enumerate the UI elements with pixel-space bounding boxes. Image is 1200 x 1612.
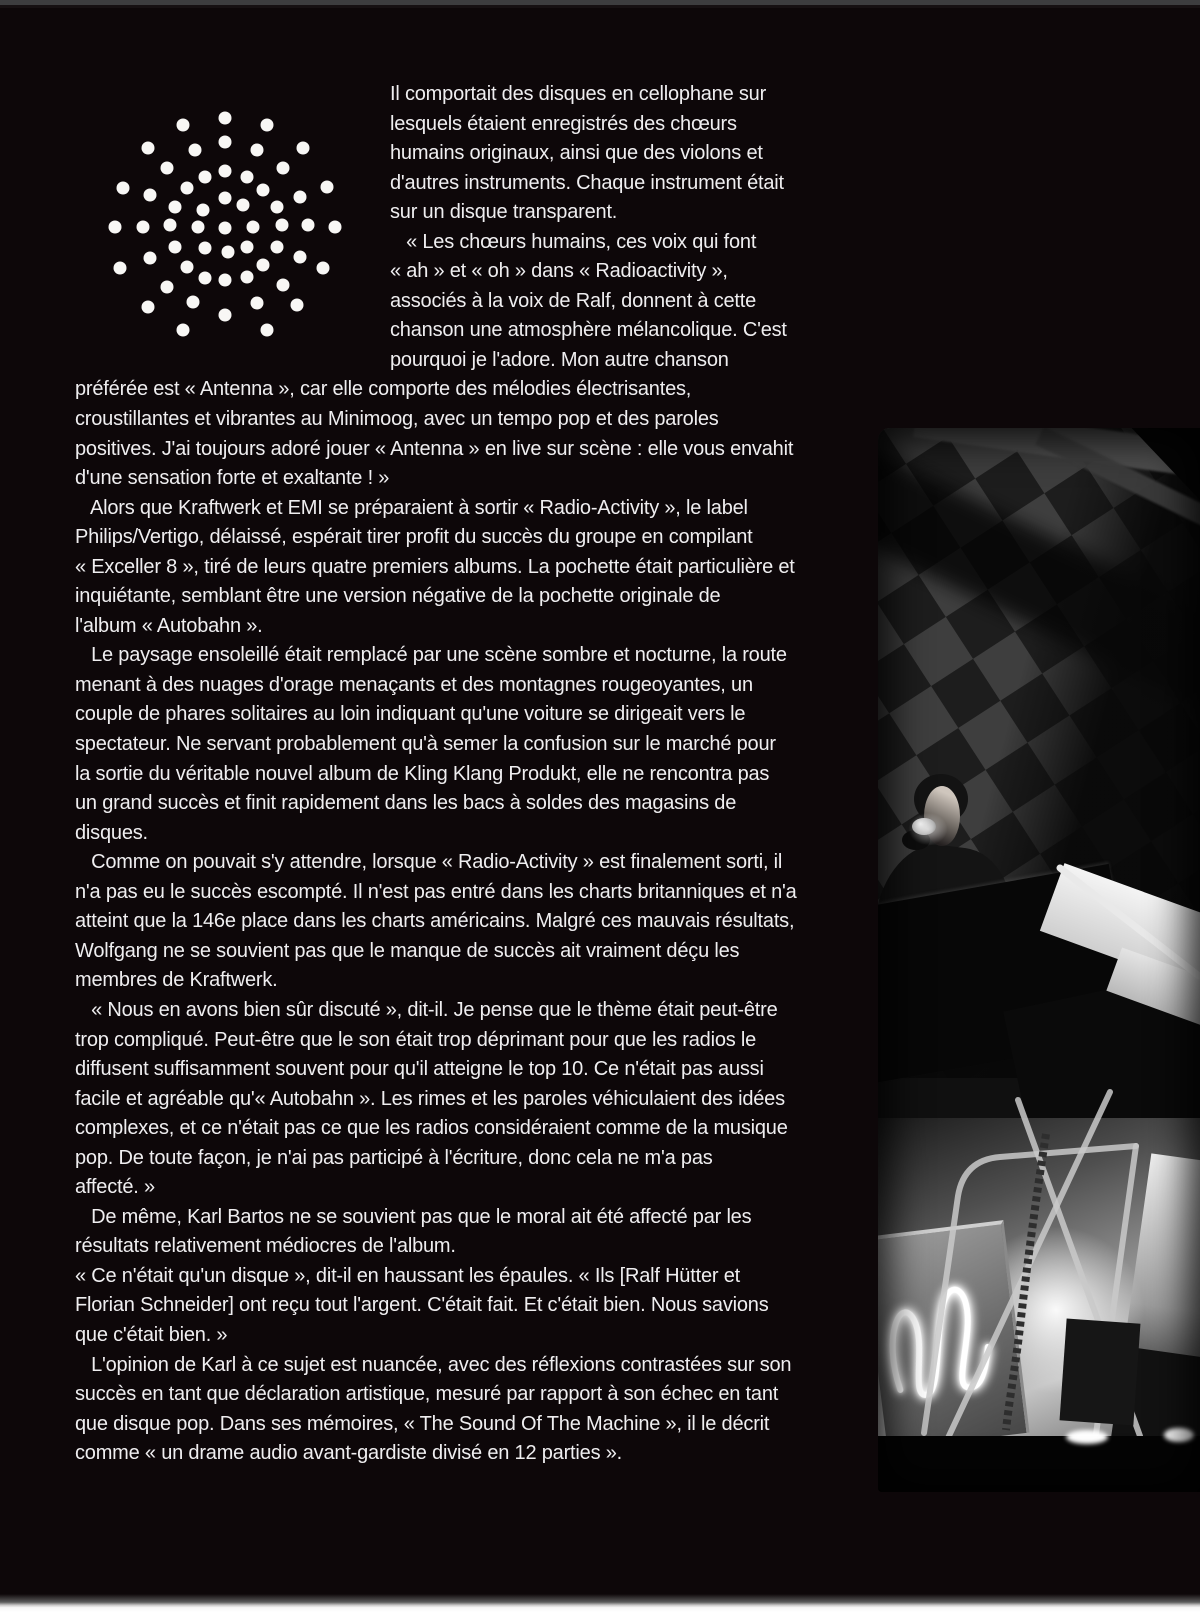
text-line: résultats relativement médiocres de l'album. (75, 1235, 456, 1258)
text-line: pop. De toute façon, je n'ai pas participé à l'écriture, donc cela ne m'a pas (75, 1146, 713, 1169)
equipment-box (1060, 1319, 1141, 1426)
text-line: sur un disque transparent. (390, 201, 618, 224)
text-line: succès en tant que déclaration artistique, mesuré par rapport à son échec en tant (75, 1383, 779, 1406)
text-line: un grand succès et finit rapidement dans les bacs à soldes des magasins de (75, 792, 737, 815)
light-blob (1164, 1428, 1194, 1442)
text-line: positives. J'ai toujours adoré jouer « Antenna » en live sur scène : elle vous envahit (75, 437, 794, 460)
text-line: chanson une atmosphère mélancolique. C'est (390, 319, 787, 342)
chrome-stand-frame (878, 428, 1200, 1492)
article-text (75, 80, 845, 1469)
text-line: n'a pas eu le succès escompté. Il n'est pas entré dans les charts britanniques et n'a (75, 880, 797, 903)
white-beam-edge (1060, 868, 1199, 976)
text-line: croustillantes et vibrantes au Minimoog, avec un tempo pop et des paroles (75, 408, 719, 431)
text-line: membres de Kraftwerk. (75, 969, 278, 992)
text-line: préférée est « Antenna », car elle comporte des mélodies électrisantes, (75, 378, 692, 401)
text-line: l'album « Autobahn ». (75, 614, 263, 637)
text-line: « Exceller 8 », tiré de leurs quatre premiers albums. La pochette était particulière et (75, 555, 795, 578)
text-line: associés à la voix de Ralf, donnent à cette (390, 289, 757, 312)
text-line: « Ce n'était qu'un disque », dit-il en haussant les épaules. « Ils [Ralf Hütter et (75, 1264, 740, 1287)
text-line: De même, Karl Bartos ne se souvient pas que le moral ait été affecté par les (75, 1205, 752, 1228)
coiled-cable (1006, 1134, 1046, 1430)
text-line: diffusent suffisamment souvent pour qu'il atteigne le top 10. Ce n'était pas aussi (75, 1058, 764, 1081)
stage-photo (878, 428, 1200, 1492)
light-blob (1066, 1430, 1108, 1444)
text-line: d'une sensation forte et exaltante ! » (75, 467, 390, 490)
text-line: menant à des nuages d'orage menaçants et des montagnes rougeoyantes, un (75, 673, 753, 696)
text-line: Philips/Vertigo, délaissé, espérait tirer profit du succès du groupe en compilant (75, 526, 753, 549)
text-line: atteint que la 146e place dans les charts américains. Malgré ces mauvais résultats, (75, 910, 795, 933)
page-bottom-edge (0, 1594, 1200, 1612)
text-line: complexes, et ce n'était pas ce que les radios considéraient comme de la musique (75, 1117, 788, 1140)
text-line: « ah » et « oh » dans « Radioactivity », (390, 260, 728, 283)
text-line: Alors que Kraftwerk et EMI se préparaient à sortir « Radio-Activity », le label (75, 496, 748, 519)
text-line: que c'était bien. » (75, 1323, 228, 1346)
text-line: comme « un drame audio avant-gardiste divisé en 12 parties ». (75, 1442, 622, 1465)
text-line: couple de phares solitaires au loin indiquant qu'une voiture se dirigeait vers le (75, 703, 746, 726)
text-line: que disque pop. Dans ses mémoires, « The Sound Of The Machine », il le décrit (75, 1412, 770, 1435)
text-line: « Les chœurs humains, ces voix qui font (390, 230, 757, 253)
text-line: la sortie du véritable nouvel album de Kling Klang Produkt, elle ne rencontra pas (75, 762, 770, 785)
text-line: d'autres instruments. Chaque instrument était (390, 171, 784, 194)
text-line: trop compliqué. Peut-être que le son était trop déprimant pour que les radios le (75, 1028, 757, 1051)
text-line: Wolfgang ne se souvient pas que le manque de succès ait vraiment déçu les (75, 939, 740, 962)
text-line: L'opinion de Karl à ce sujet est nuancée, avec des réflexions contrastées sur son (75, 1353, 792, 1376)
text-line: spectateur. Ne servant probablement qu'à semer la confusion sur le marché pour (75, 733, 776, 756)
text-line: Il comportait des disques en cellophane sur (390, 83, 767, 105)
text-line: pourquoi je l'adore. Mon autre chanson (390, 348, 729, 371)
text-line: humains originaux, ainsi que des violons et (390, 142, 763, 165)
page-top-edge-shadow (0, 5, 1200, 8)
text-line: disques. (75, 821, 148, 844)
text-line: « Nous en avons bien sûr discuté », dit-il. Je pense que le thème était peut-être (75, 998, 778, 1021)
text-line: Le paysage ensoleillé était remplacé par une scène sombre et nocturne, la route (75, 644, 787, 667)
text-line: inquiétante, semblant être une version négative de la pochette originale de (75, 585, 721, 608)
text-line: affecté. » (75, 1176, 155, 1199)
text-line: Florian Schneider] ont reçu tout l'argent. C'était fait. Et c'était bien. Nous savions (75, 1294, 769, 1317)
text-line: facile et agréable qu'« Autobahn ». Les rimes et les paroles véhiculaient des idées (75, 1087, 785, 1110)
text-line: lesquels étaient enregistrés des chœurs (390, 112, 737, 135)
text-line: Comme on pouvait s'y attendre, lorsque « Radio-Activity » est finalement sorti, il (75, 851, 783, 874)
photo-bottom-shadow (878, 1436, 1200, 1492)
